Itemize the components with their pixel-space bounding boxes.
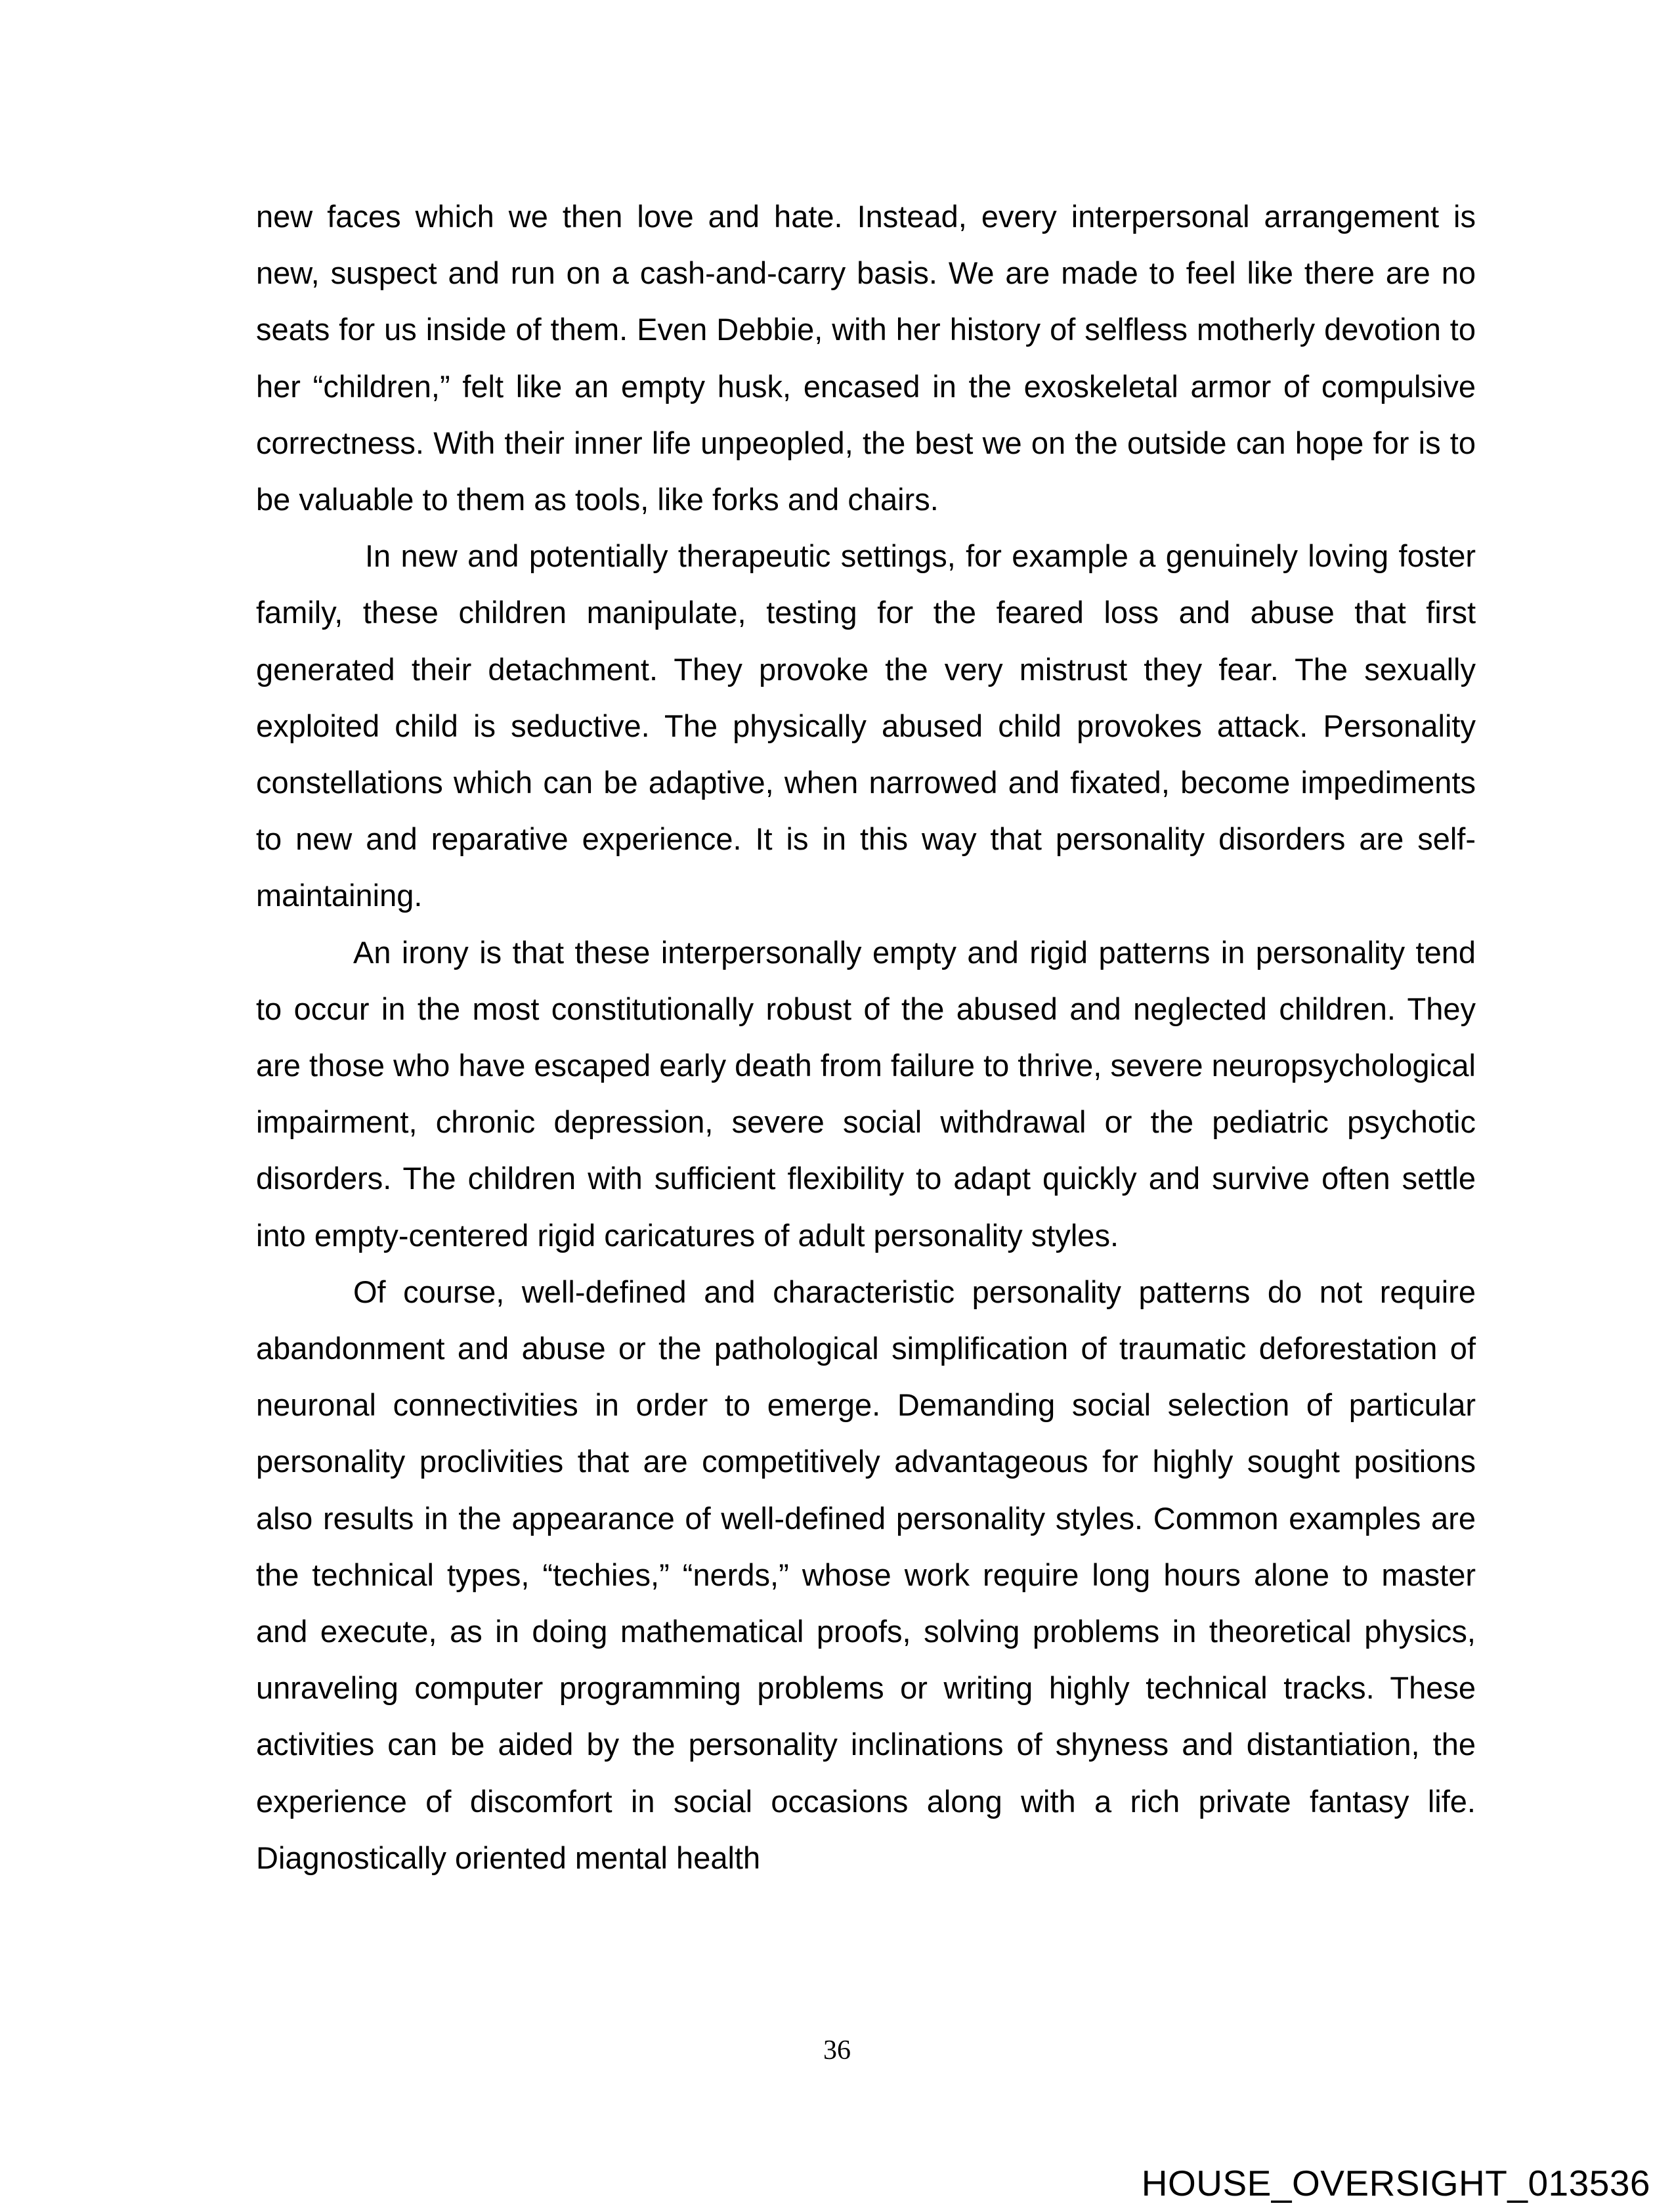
paragraph-3: An irony is that these interpersonally empty and rigid patterns in personality tend to occur in the most constitutionally robust of the abused and neglected children. They are those who have escaped early death from failure to thrive, severe neuropsychological impairment, chronic depression, severe social withdrawal or the pediatric psychotic disorders. The children with sufficient flexibility to adapt quickly and survive often settle into empty-centered rigid caricatures of adult personality styles.: [256, 934, 1476, 1253]
bates-stamp: HOUSE_OVERSIGHT_013536: [1141, 2163, 1650, 2203]
body-text: [256, 188, 1476, 1886]
paragraph-4: Of course, well-defined and characteristic personality patterns do not require abandonment and abuse or the pathological simplification of traumatic deforestation of neuronal connectivities in order to emerge. Demanding social selection of particular personality proclivities that are competitively advantageous for highly sought positions also results in the appearance of well-defined personality styles. Common examples are the technical types, “techies,” “nerds,” whose work require long hours alone to master and execute, as in doing mathematical proofs, solving problems in theoretical physics, unraveling computer programming problems or writing highly technical tracks. These activities can be aided by the personality inclinations of shyness and distantiation, the experience of discomfort in social occasions along with a rich private fantasy life. Diagnostically oriented mental health: [256, 1274, 1476, 1875]
paragraph-1: new faces which we then love and hate. Instead, every interpersonal arrangement is new, suspect and run on a cash-and-carry basis. We are made to feel like there are no seats for us inside of them. Even Debbie, with her history of selfless motherly devotion to her “children,” felt like an empty husk, encased in the exoskeletal armor of compulsive correctness. With their inner life unpeopled, the best we on the outside can hope for is to be valuable to them as tools, like forks and chairs.: [256, 199, 1476, 517]
paragraph-2: In new and potentially therapeutic settings, for example a genuinely loving foster family, these children manipulate, testing for the feared loss and abuse that first generated their detachment. They provoke the very mistrust they fear. The sexually exploited child is seductive. The physically abused child provokes attack. Personality constellations which can be adaptive, when narrowed and fixated, become impediments to new and reparative experience. It is in this way that personality disorders are self-maintaining.: [256, 538, 1476, 913]
page-number: 36: [823, 2035, 851, 2066]
